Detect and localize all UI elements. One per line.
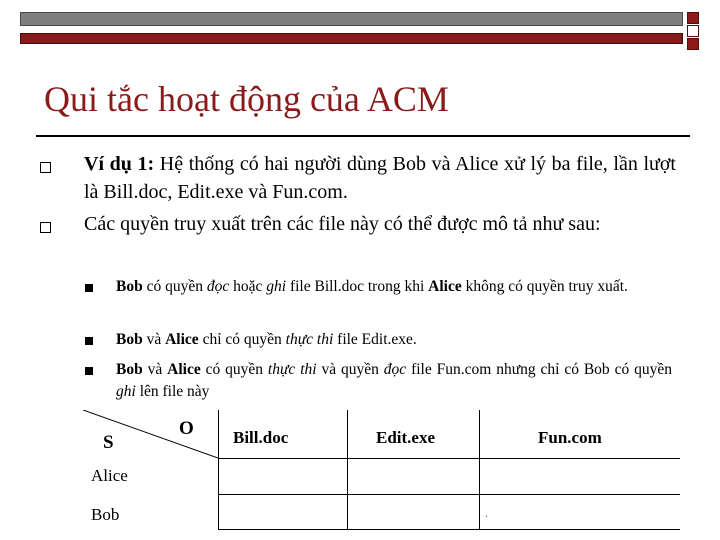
text-segment: và (142, 361, 168, 378)
text-segment: hoặc (229, 278, 267, 295)
subject-alice: Alice (165, 331, 199, 348)
column-divider (218, 410, 219, 530)
right-execute: thực thi (267, 361, 317, 378)
corner-square-filled (687, 38, 699, 50)
subject-bob: Bob (116, 361, 143, 378)
text-segment: không có quyền truy xuất. (461, 278, 628, 295)
right-write: ghi (116, 383, 136, 400)
corner-squares (687, 12, 701, 51)
sub-bullet-funcom (116, 359, 672, 403)
top-decorative-bar (20, 12, 683, 42)
right-write: ghi (266, 278, 287, 295)
column-header-fun-com: Fun.com (538, 428, 602, 447)
subject-alice: Alice (428, 278, 462, 295)
title-divider (36, 135, 690, 137)
right-execute: thực thi (285, 331, 334, 348)
column-header-edit-exe: Edit.exe (376, 428, 436, 447)
text-segment: và (142, 331, 166, 348)
column-divider (479, 410, 480, 530)
table-bottom-border (218, 529, 680, 530)
bullet-access-rights: Các quyền truy xuất trên các file này có thể được mô tả như sau: (84, 213, 601, 235)
bullet-example (84, 150, 676, 206)
text-segment: lên file này (135, 383, 210, 400)
text-segment: file Bill.doc trong khi (286, 278, 429, 295)
hollow-square-bullet-icon (40, 162, 51, 173)
text-segment: có quyền (200, 361, 268, 378)
top-red-stripe (20, 33, 683, 44)
subject-bob: Bob (116, 278, 143, 295)
corner-object-label: O (179, 418, 194, 439)
stray-mark: . (485, 506, 488, 520)
filled-square-bullet-icon (85, 367, 93, 375)
top-gray-stripe (20, 12, 683, 26)
row-label-bob: Bob (91, 505, 120, 524)
text-segment: file Edit.exe. (333, 331, 417, 348)
bullet-example-text: Hệ thống có hai người dùng Bob và Alice xử lý ba file, lần lượt là Bill.doc, Edit.exe và Fun.com. (84, 153, 676, 203)
text-segment: file Fun.com nhưng chỉ có Bob có quyền (406, 361, 672, 378)
sub-bullet-billdoc (116, 276, 672, 298)
corner-subject-label: S (103, 432, 114, 453)
text-segment: chỉ có quyền (198, 331, 286, 348)
row-label-alice: Alice (91, 466, 128, 485)
corner-square-filled (687, 12, 699, 24)
bullet-example-lead: Ví dụ 1: (84, 153, 155, 175)
access-matrix-table (83, 410, 680, 530)
text-segment: và quyền (316, 361, 384, 378)
slide-title: Qui tắc hoạt động của ACM (44, 79, 449, 119)
text-segment: có quyền (142, 278, 207, 295)
subject-bob: Bob (116, 331, 143, 348)
filled-square-bullet-icon (85, 337, 93, 345)
right-read: đọc (383, 361, 407, 378)
subject-alice: Alice (167, 361, 201, 378)
header-row-divider (218, 458, 680, 459)
column-divider (347, 410, 348, 530)
column-header-bill-doc: Bill.doc (233, 428, 289, 447)
right-read: đọc (206, 278, 230, 295)
row-divider (218, 494, 680, 495)
filled-square-bullet-icon (85, 284, 93, 292)
hollow-square-bullet-icon (40, 222, 51, 233)
sub-bullet-editexe (116, 329, 672, 351)
corner-square-empty (687, 25, 699, 37)
